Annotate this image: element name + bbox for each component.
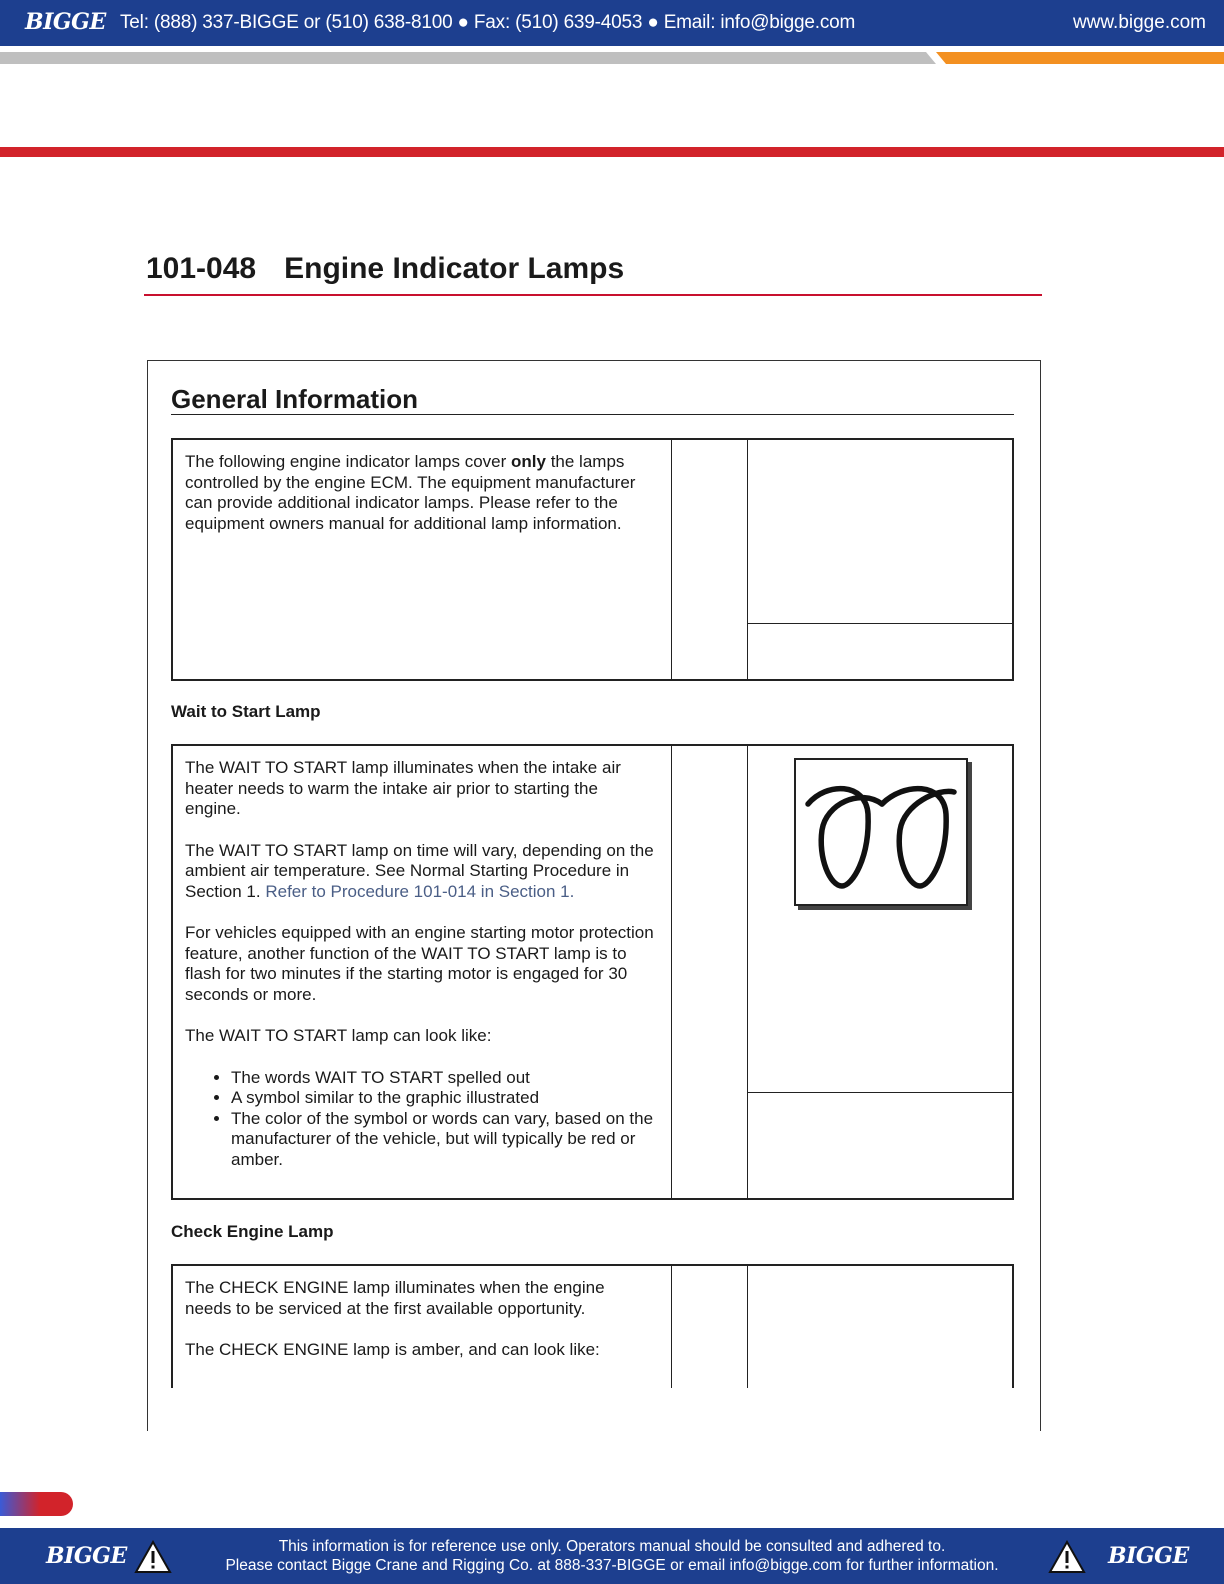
title-underline	[144, 294, 1042, 296]
warning-triangle-icon	[134, 1540, 172, 1579]
list-item: • The color of the symbol or words can vary, based on the manufacturer of the vehicle, but will typically be red or amber.	[231, 1109, 655, 1171]
text-column	[173, 746, 672, 1198]
general-info-table	[171, 438, 1014, 681]
check-paragraph-2: The CHECK ENGINE lamp is amber, and can look like:	[185, 1340, 600, 1359]
graphic-column	[748, 440, 1012, 679]
wait-paragraph-2: The WAIT TO START lamp on time will vary, depending on the ambient air temperature. See Normal Starting Procedure in Section 1. Refer to Procedure 101-014 in Section 1.	[185, 840, 654, 901]
check-engine-table	[171, 1264, 1014, 1388]
footer-disclaimer	[180, 1537, 1044, 1575]
cell-divider	[748, 1092, 1012, 1093]
wait-to-start-text	[185, 758, 655, 1170]
procedure-reference-link[interactable]: Refer to Procedure 101-014 in Section 1.	[260, 881, 575, 901]
text-column	[173, 1266, 672, 1388]
orange-stripe	[936, 52, 1224, 64]
heading-rule	[171, 414, 1014, 415]
wait-paragraph-3: For vehicles equipped with an engine starting motor protection feature, another function of the WAIT TO START lamp is to flash for two minutes if the starting motor is engaged for 30 seconds or more.	[185, 923, 654, 1004]
text-column	[173, 440, 672, 679]
graphic-column	[748, 1266, 1012, 1388]
warning-triangle-icon	[1048, 1540, 1086, 1579]
wait-to-start-heading: Wait to Start Lamp	[171, 702, 321, 721]
gray-stripe	[0, 52, 936, 64]
footer-line-1: This information is for reference use only. Operators manual should be consulted and adhered to.	[278, 1538, 946, 1555]
cell-divider	[748, 623, 1012, 624]
spacer-column	[672, 746, 748, 1198]
wait-to-start-table	[171, 744, 1014, 1200]
bigge-logo-right: BIGGE	[1108, 1543, 1189, 1569]
section-number: 101-048	[146, 252, 257, 285]
check-engine-heading: Check Engine Lamp	[171, 1222, 334, 1241]
bigge-logo-left: BIGGE	[46, 1543, 127, 1569]
graphic-column	[748, 746, 1012, 1198]
list-item: • The words WAIT TO START spelled out	[231, 1068, 655, 1089]
wait-bullet-list	[185, 1068, 655, 1171]
top-header-bar	[0, 0, 1224, 46]
check-engine-text	[185, 1278, 655, 1382]
wait-paragraph-4: The WAIT TO START lamp can look like:	[185, 1026, 492, 1045]
page-side-tab	[0, 1492, 73, 1516]
bigge-logo: BIGGE	[25, 9, 106, 35]
website-link[interactable]: www.bigge.com	[1072, 12, 1206, 33]
wait-paragraph-1: The WAIT TO START lamp illuminates when the intake air heater needs to warm the intake air prior to starting the engine.	[185, 758, 621, 818]
contact-info: Tel: (888) 337-BIGGE or (510) 638-8100 ● Fax: (510) 639-4053 ● Email: info@bigge.com	[120, 12, 856, 33]
spacer-column	[672, 440, 748, 679]
footer-bar	[0, 1528, 1224, 1584]
red-divider	[0, 147, 1224, 157]
general-info-text: The following engine indicator lamps cover only the lamps controlled by the engine ECM. The equipment manufacturer can provide additional indicator lamps. Please refer to the equipment owners manual for additional lamp information.	[185, 452, 636, 533]
footer-line-2: Please contact Bigge Crane and Rigging Co. at 888-337-BIGGE or email info@bigge.com for further information.	[225, 1557, 999, 1574]
wait-to-start-graphic	[794, 758, 968, 906]
list-item: • A symbol similar to the graphic illustrated	[231, 1088, 655, 1109]
general-info-heading: General Information	[171, 384, 419, 414]
intake-heater-coil-icon	[796, 760, 966, 904]
check-paragraph-1: The CHECK ENGINE lamp illuminates when the engine needs to be serviced at the first available opportunity.	[185, 1278, 605, 1318]
spacer-column	[672, 1266, 748, 1388]
section-title: Engine Indicator Lamps	[284, 252, 625, 285]
page-title	[146, 252, 624, 286]
